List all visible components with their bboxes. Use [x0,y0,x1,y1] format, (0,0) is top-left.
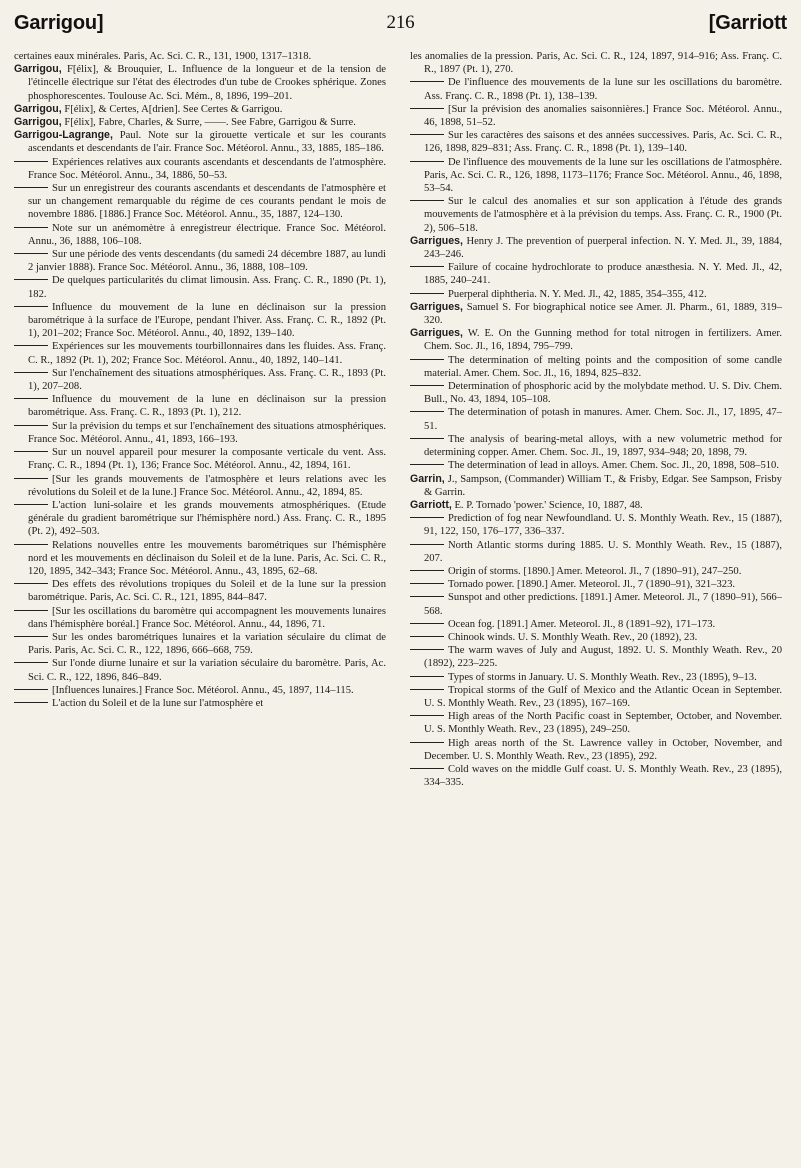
repeat-author-dash [14,478,48,479]
bibliography-entry [28,539,386,579]
repeat-author-dash [14,306,48,307]
bibliography-entry [14,116,386,129]
bibliography-entry [424,103,782,129]
repeat-author-dash [410,596,444,597]
page-header [14,12,787,40]
repeat-author-dash [410,293,444,294]
entry-text: Expériences relatives aux courants ascendants et descendants de l'atmosphère. France Soc. Météorol. Annu., 34, 1886, 50–53. [28,156,386,181]
entry-text: certaines eaux minérales. Paris, Ac. Sci. C. R., 131, 1900, 1317–1318. [14,51,312,62]
entry-text: Tornado power. [1890.] Amer. Meteorol. Jl., 7 (1890–91), 321–323. [448,579,736,591]
repeat-author-dash [410,768,444,769]
repeat-author-dash [14,345,48,346]
bibliography-entry [424,433,782,459]
bibliography-entry [424,763,782,789]
bibliography-entry [424,710,782,736]
repeat-author-dash [14,504,48,505]
entry-text: Sur un enregistreur des courants ascendants et descendants de l'atmosphère et sur un changement remarquable du régime de ces courants pendant le mois de novembre 1886. [1886.] France Soc. Météorol. Annu., 35, 1887, 124–130. [28,183,386,221]
entry-text: Relations nouvelles entre les mouvements barométriques sur l'hémisphère nord et les mouvements en déclinaison du Soleil et de la lune. Paris, Ac. Sci. C. R., 120, 1895, 342–343; France Soc. Météorol. Annu., 43, 1895, 62–68. [28,539,386,577]
entry-text: Sur l'onde diurne lunaire et sur la variation séculaire du baromètre. Paris, Ac. Sci. C. R., 122, 1896, 846–849. [28,658,386,683]
entry-text: J., Sampson, (Commander) William T., & Frisby, Edgar. See Sampson, Frisby & Garrin. [424,473,782,498]
entry-text: L'action du Soleil et de la lune sur l'atmosphère et [52,697,264,709]
repeat-author-dash [14,636,48,637]
bibliography-entry [424,737,782,763]
entry-author: Garrigues, [410,327,463,340]
bibliography-entry [28,393,386,419]
repeat-author-dash [14,279,48,280]
entry-text: The determination of melting points and the composition of some candle material. Amer. Chem. Soc. Jl., 16, 1894, 825–832. [424,354,782,379]
repeat-author-dash [14,451,48,452]
bibliography-entry [410,50,782,76]
bibliography-entry [424,459,782,472]
entry-text: De quelques particularités du climat limousin. Ass. Franç. C. R., 1890 (Pt. 1), 182. [28,275,386,300]
bibliography-entry [28,499,386,539]
repeat-author-dash [410,359,444,360]
entry-text: E. P. Tornado 'power.' Science, 10, 1887, 48. [454,499,643,511]
repeat-author-dash [14,583,48,584]
entry-text: Sur l'enchaînement des situations atmosphériques. Ass. Franç. C. R., 1893 (Pt. 1), 207–208. [28,367,386,393]
page-number: 216 [386,12,415,33]
entry-text: F[élix], Fabre, Charles, & Surre, ——. See Fabre, Garrigou & Surre. [64,117,356,129]
repeat-author-dash [410,438,444,439]
running-head-right: [Garriott [708,12,787,34]
entry-text: [Influences lunaires.] France Soc. Météorol. Annu., 45, 1897, 114–115. [52,684,354,696]
entry-text: Samuel S. For biographical notice see Amer. Jl. Pharm., 61, 1889, 319–320. [424,301,782,327]
entry-text: F[élix], & Brouquier, L. Influence de la longueur et de la tension de l'étincelle électrique sur l'état des électrodes d'un tube de Crookes sphérique. Zones phosphorescentes. Toulouse Ac. Sci. Mém., 8, 1896, 199–201. [28,64,386,102]
repeat-author-dash [14,253,48,254]
repeat-author-dash [410,544,444,545]
repeat-author-dash [410,649,444,650]
repeat-author-dash [14,702,48,703]
bibliography-entry [28,697,386,710]
entry-text: The analysis of bearing-metal alloys, with a new volumetric method for determining copper. Amer. Chem. Soc. Jl., 19, 1897, 934–948; 20, 1898, 79. [424,433,782,459]
bibliography-entry [424,578,782,591]
bibliography-entry [424,129,782,155]
repeat-author-dash [410,464,444,465]
bibliography-entry [28,578,386,604]
bibliography-entry [28,248,386,274]
bibliography-entry [424,76,782,102]
bibliography-entry [14,102,386,116]
entry-text: Sur les caractères des saisons et des années successives. Paris, Ac. Sci. C. R., 126, 1898, 829–831; Ass. Franç. C. R., 1898 (Pt. 1), 139–140. [424,130,782,155]
entry-text: [Sur les grands mouvements de l'atmosphère et leurs relations avec les révolutions du Soleil et de la lune.] France Soc. Météorol. Annu., 42, 1894, 85. [28,473,386,498]
entry-text: Des effets des révolutions tropiques du Soleil et de la lune sur la pression barométrique. Paris, Ac. Sci. C. R., 121, 1895, 844–847. [28,579,386,604]
entry-text: L'action luni-solaire et les grands mouvements atmosphériques. (Etude générale du gradient barométrique sur l'hémisphère nord.) Ass. Franç. C. R., 1895 (Pt. 2), 492–503. [28,499,386,538]
repeat-author-dash [410,517,444,518]
repeat-author-dash [14,372,48,373]
repeat-author-dash [410,636,444,637]
repeat-author-dash [410,676,444,677]
entry-text: Henry J. The prevention of puerperal infection. N. Y. Med. Jl., 39, 1884, 243–246. [424,235,782,261]
entry-text: [Sur la prévision des anomalies saisonnières.] France Soc. Météorol. Annu., 46, 1898, 51–52. [424,103,782,129]
bibliography-entry [424,565,782,578]
entry-author: Garrin, [410,472,445,485]
entry-text: W. E. On the Gunning method for total nitrogen in fertilizers. Amer. Chem. Soc. Jl., 16, 1894, 795–799. [424,328,782,353]
bibliography-entry [28,631,386,657]
entry-text: Sur le calcul des anomalies et sur son application à l'étude des grands mouvements de l'atmosphère et à la prévision du temps. Ass. Franç. C. R., 1900 (Pt. 2), 506–518. [424,196,782,234]
bibliography-entry [28,340,386,366]
bibliography-entry [410,498,782,512]
bibliography-entry [424,618,782,631]
entry-text: Influence du mouvement de la lune en déclinaison sur la pression barométrique à la surface de l'Europe, pendant l'hiver. Ass. Franç. C. R., 1892 (Pt. 1), 201–202; France Soc. Météorol. Annu., 40, 1892, 139–140. [28,301,386,340]
repeat-author-dash [410,200,444,201]
entry-text: North Atlantic storms during 1885. U. S. Monthly Weath. Rev., 15 (1887), 207. [424,539,782,564]
entry-text: De l'influence des mouvements de la lune sur les oscillations de l'atmosphère. Paris, Ac. Sci. C. R., 126, 1898, 1173–1176; France Soc. Météorol. Annu., 46, 1898, 53–54. [424,156,782,195]
repeat-author-dash [410,266,444,267]
repeat-author-dash [14,662,48,663]
entry-text: les anomalies de la pression. Paris, Ac. Sci. C. R., 124, 1897, 914–916; Ass. Franç. C. R., 1897 (Pt. 1), 270. [410,51,782,76]
bibliography-entry [410,472,782,499]
bibliography-entry [424,261,782,287]
bibliography-entry [28,657,386,683]
entry-text: Sunspot and other predictions. [1891.] Amer. Meteorol. Jl., 7 (1890–91), 566–568. [424,592,782,617]
repeat-author-dash [410,715,444,716]
repeat-author-dash [14,227,48,228]
repeat-author-dash [14,187,48,188]
bibliography-entry [424,380,782,406]
repeat-author-dash [14,610,48,611]
repeat-author-dash [410,623,444,624]
entry-text: Sur une période des vents descendants (du samedi 24 décembre 1887, au lundi 2 janvier 1888). France Soc. Météorol. Annu., 36, 1888, 108–109. [28,249,386,274]
bibliography-entry [14,50,386,63]
entry-text: Sur les ondes barométriques lunaires et la variation séculaire du climat de Paris. Paris, Ac. Sci. C. R., 122, 1896, 666–668, 759. [28,631,386,657]
entry-text: Prediction of fog near Newfoundland. U. S. Monthly Weath. Rev., 15 (1887), 91, 122, 150, 176–177, 336–337. [424,513,782,538]
bibliography-entry [28,473,386,499]
entry-author: Garrigou-Lagrange, [14,129,113,142]
bibliography-entry [28,274,386,300]
repeat-author-dash [410,583,444,584]
bibliography-entry [410,327,782,353]
bibliography-entry [424,539,782,565]
bibliography-entry [424,631,782,644]
bibliography-entry [424,591,782,617]
entry-text: Paul. Note sur la girouette verticale et sur les courants ascendants et descendants de l'air. France Soc. Météorol. Annu., 33, 1885, 185–186. [28,130,386,155]
repeat-author-dash [410,570,444,571]
running-head-left: Garrigou] [14,12,104,34]
entry-text: F[élix], & Certes, A[drien]. See Certes & Garrigou. [64,103,283,115]
bibliography-entry [424,684,782,710]
entry-text: Determination of phosphoric acid by the molybdate method. U. S. Div. Chem. Bull., No. 43, 1894, 105–108. [424,381,782,406]
bibliography-entry [424,354,782,380]
entry-author: Garriott, [410,498,452,511]
repeat-author-dash [14,544,48,545]
bibliography-entry [424,671,782,684]
repeat-author-dash [410,108,444,109]
entry-text: Note sur un anémomètre à enregistreur électrique. France Soc. Météorol. Annu., 36, 1888, 106–108. [28,222,386,247]
entry-text: Tropical storms of the Gulf of Mexico and the Atlantic Ocean in September. U. S. Monthly Weath. Rev., 23 (1895), 167–169. [424,684,782,709]
bibliography-entry [424,195,782,235]
repeat-author-dash [14,398,48,399]
repeat-author-dash [14,161,48,162]
bibliography-entry [28,182,386,222]
entry-author: Garrigou, [14,116,62,129]
bibliography-entry [424,406,782,432]
entry-text: Influence du mouvement de la lune en déclinaison sur la pression barométrique. Ass. Franç. C. R., 1893 (Pt. 1), 212. [28,394,386,419]
repeat-author-dash [14,425,48,426]
repeat-author-dash [410,411,444,412]
repeat-author-dash [410,161,444,162]
bibliography-entry [28,301,386,341]
entry-text: Cold waves on the middle Gulf coast. U. S. Monthly Weath. Rev., 23 (1895), 334–335. [424,763,782,789]
bibliography-entry [28,684,386,697]
entry-text: The determination of lead in alloys. Amer. Chem. Soc. Jl., 20, 1898, 508–510. [448,460,780,472]
entry-text: Sur un nouvel appareil pour mesurer la composante verticale du vent. Ass. Franç. C. R., 1894 (Pt. 1), 136; France Soc. Météorol. Annu., 42, 1894, 161. [28,447,386,472]
bibliography-entry [14,129,386,155]
repeat-author-dash [410,81,444,82]
entry-text: High areas of the North Pacific coast in September, October, and November. U. S. Monthly Weath. Rev., 23 (1895), 249–250. [424,711,782,736]
bibliography-entry [28,605,386,631]
entry-text: Ocean fog. [1891.] Amer. Meteorol. Jl., 8 (1891–92), 171–173. [448,618,716,630]
repeat-author-dash [410,385,444,386]
repeat-author-dash [410,134,444,135]
repeat-author-dash [410,742,444,743]
entry-text: De l'influence des mouvements de la lune sur les oscillations du baromètre. Ass. Franç. C. R., 1898 (Pt. 1), 138–139. [424,77,782,102]
left-column [14,50,386,1160]
entry-text: Failure of cocaine hydrochlorate to produce anæsthesia. N. Y. Med. Jl., 42, 1885, 240–241. [424,262,782,287]
bibliography-entry [424,512,782,538]
entry-text: Sur la prévision du temps et sur l'enchaînement des situations atmosphériques. France Soc. Météorol. Annu., 41, 1893, 166–193. [28,420,386,445]
bibliography-entry [14,63,386,103]
bibliography-entry [28,446,386,472]
bibliography-entry [424,644,782,670]
repeat-author-dash [410,689,444,690]
bibliography-entry [424,156,782,196]
bibliography-entry [28,367,386,393]
bibliography-entry [410,300,782,327]
entry-text: Chinook winds. U. S. Monthly Weath. Rev., 20 (1892), 23. [448,631,698,643]
entry-text: Origin of storms. [1890.] Amer. Meteorol. Jl., 7 (1890–91), 247–250. [448,565,742,577]
entry-author: Garrigou, [14,63,62,76]
right-column [410,50,782,1160]
entry-text: The warm waves of July and August, 1892. U. S. Monthly Weath. Rev., 20 (1892), 223–225. [424,645,782,670]
entry-text: Types of storms in January. U. S. Monthly Weath. Rev., 23 (1895), 9–13. [448,671,757,683]
entry-author: Garrigues, [410,234,463,247]
entry-author: Garrigou, [14,102,62,115]
bibliography-entry [410,234,782,261]
entry-text: High areas north of the St. Lawrence valley in October, November, and December. U. S. Monthly Weath. Rev., 23 (1895), 292. [424,737,782,762]
bibliography-entry [28,156,386,182]
entry-text: Puerperal diphtheria. N. Y. Med. Jl., 42, 1885, 354–355, 412. [448,288,707,300]
entry-author: Garrigues, [410,300,463,313]
entry-text: Expériences sur les mouvements tourbillonnaires dans les fluides. Ass. Franç. C. R., 1892 (Pt. 1), 202; France Soc. Météorol. Annu., 40, 1892, 140–141. [28,341,386,366]
entry-text: The determination of potash in manures. Amer. Chem. Soc. Jl., 17, 1895, 47–51. [424,407,782,432]
bibliography-entry [424,288,782,301]
bibliography-entry [28,420,386,446]
entry-text: [Sur les oscillations du baromètre qui accompagnent les mouvements lunaires dans l'hémisphère boréal.] France Soc. Météorol. Annu., 44, 1896, 71. [28,605,386,630]
bibliography-entry [28,222,386,248]
repeat-author-dash [14,689,48,690]
